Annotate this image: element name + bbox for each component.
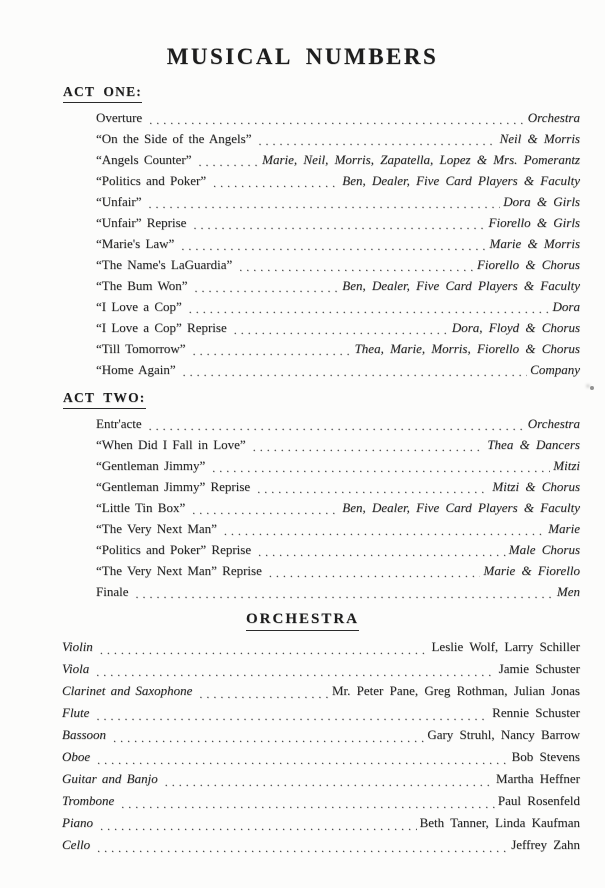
dot-leader	[257, 479, 489, 500]
song-row	[96, 215, 580, 236]
orchestra-heading: ORCHESTRA	[246, 611, 359, 631]
song-credit: Ben, Dealer, Five Card Players & Faculty	[342, 500, 580, 515]
player-names: Leslie Wolf, Larry Schiller	[431, 639, 580, 654]
act-two-heading: ACT TWO:	[63, 390, 146, 409]
song-row	[96, 500, 580, 521]
dot-leader	[234, 320, 449, 341]
song-credit: Marie, Neil, Morris, Zapatella, Lopez & Mrs. Pomerantz	[262, 152, 580, 167]
orchestra-row	[62, 815, 580, 837]
dot-leader	[181, 236, 486, 257]
song-row	[96, 479, 580, 500]
dot-leader	[121, 793, 495, 815]
act-one-heading: ACT ONE:	[63, 84, 142, 103]
song-row	[96, 299, 580, 320]
song-row	[96, 173, 580, 194]
song-credit: Dora & Girls	[503, 194, 580, 209]
dot-leader	[149, 416, 525, 437]
instrument-name: Clarinet and Saxophone	[62, 683, 193, 698]
song-title: “The Very Next Man”	[96, 521, 217, 536]
dot-leader	[195, 278, 340, 299]
song-row	[96, 362, 580, 383]
song-title: “When Did I Fall in Love”	[96, 437, 246, 452]
player-names: Gary Struhl, Nancy Barrow	[427, 727, 580, 742]
instrument-name: Viola	[62, 661, 90, 676]
song-title: Entr'acte	[96, 416, 142, 431]
song-credit: Thea & Dancers	[487, 437, 580, 452]
player-names: Jamie Schuster	[498, 661, 580, 676]
song-row	[96, 194, 580, 215]
song-row	[96, 542, 580, 563]
act-two-heading-row	[63, 389, 605, 409]
dot-leader	[253, 437, 485, 458]
song-title: Overture	[96, 110, 143, 125]
dot-leader	[100, 639, 429, 661]
song-credit: Neil & Morris	[499, 131, 580, 146]
song-title: “Home Again”	[96, 362, 176, 377]
act-two-section	[0, 389, 605, 605]
orchestra-row	[62, 727, 580, 749]
dot-leader	[100, 815, 417, 837]
instrument-name: Bassoon	[62, 727, 107, 742]
song-title: “Gentleman Jimmy” Reprise	[96, 479, 251, 494]
song-credit: Orchestra	[527, 110, 580, 125]
instrument-name: Piano	[62, 815, 94, 830]
player-names: Rennie Schuster	[492, 705, 580, 720]
song-title: “I Love a Cop”	[96, 299, 182, 314]
orchestra-row	[62, 793, 580, 815]
orchestra-row	[62, 749, 580, 771]
dot-leader	[97, 837, 508, 859]
song-row	[96, 416, 580, 437]
dot-leader	[113, 727, 424, 749]
dot-leader	[199, 683, 329, 705]
dot-leader	[239, 257, 474, 278]
orchestra-row	[62, 683, 580, 705]
page-title: MUSICAL NUMBERS	[166, 44, 439, 69]
dot-leader	[149, 110, 525, 131]
song-row	[96, 584, 580, 605]
player-names: Beth Tanner, Linda Kaufman	[419, 815, 580, 830]
song-row	[96, 110, 580, 131]
song-row	[96, 437, 580, 458]
dot-leader	[193, 215, 485, 236]
orchestra-row	[62, 705, 580, 727]
song-row	[96, 320, 580, 341]
orchestra-row	[62, 661, 580, 683]
dot-leader	[97, 749, 508, 771]
song-credit: Dora, Floyd & Chorus	[451, 320, 580, 335]
dot-leader	[258, 542, 506, 563]
song-credit: Fiorello & Chorus	[476, 257, 580, 272]
dot-leader	[96, 661, 495, 683]
song-title: “The Name's LaGuardia”	[96, 257, 233, 272]
song-title: “On the Side of the Angels”	[96, 131, 252, 146]
dot-leader	[259, 131, 497, 152]
song-credit: Men	[556, 584, 580, 599]
dot-leader	[148, 194, 500, 215]
dot-leader	[213, 173, 339, 194]
song-row	[96, 278, 580, 299]
dot-leader	[199, 152, 260, 173]
act-one-section	[0, 83, 605, 383]
player-names: Jeffrey Zahn	[511, 837, 580, 852]
song-title: “Unfair”	[96, 194, 142, 209]
song-row	[96, 341, 580, 362]
song-credit: Mitzi & Chorus	[492, 479, 580, 494]
act-one-song-list	[96, 110, 580, 383]
dot-leader	[189, 299, 550, 320]
orchestra-row	[62, 771, 580, 793]
orchestra-list	[62, 639, 580, 859]
dot-leader	[192, 500, 339, 521]
player-names: Paul Rosenfeld	[497, 793, 580, 808]
song-title: “The Bum Won”	[96, 278, 188, 293]
dot-leader	[96, 705, 489, 727]
player-names: Mr. Peter Pane, Greg Rothman, Julian Jonas	[332, 683, 580, 698]
dot-leader	[212, 458, 550, 479]
song-credit: Ben, Dealer, Five Card Players & Faculty	[342, 278, 580, 293]
song-credit: Thea, Marie, Morris, Fiorello & Chorus	[354, 341, 580, 356]
instrument-name: Flute	[62, 705, 90, 720]
instrument-name: Cello	[62, 837, 91, 852]
instrument-name: Oboe	[62, 749, 91, 764]
orchestra-heading-row	[0, 610, 605, 631]
song-title: “The Very Next Man” Reprise	[96, 563, 262, 578]
dot-leader	[224, 521, 545, 542]
song-title: “Marie's Law”	[96, 236, 175, 251]
song-title: “Politics and Poker” Reprise	[96, 542, 252, 557]
instrument-name: Violin	[62, 639, 93, 654]
song-row	[96, 236, 580, 257]
song-credit: Marie & Morris	[489, 236, 580, 251]
instrument-name: Trombone	[62, 793, 115, 808]
song-credit: Company	[530, 362, 580, 377]
song-credit: Ben, Dealer, Five Card Players & Faculty	[342, 173, 580, 188]
dot-leader	[193, 341, 352, 362]
song-title: “Gentleman Jimmy”	[96, 458, 206, 473]
song-title: “Little Tin Box”	[96, 500, 186, 515]
act-two-song-list	[96, 416, 580, 605]
song-title: “Politics and Poker”	[96, 173, 207, 188]
song-row	[96, 152, 580, 173]
song-row	[96, 521, 580, 542]
song-title: “I Love a Cop” Reprise	[96, 320, 227, 335]
orchestra-row	[62, 837, 580, 859]
song-credit: Orchestra	[527, 416, 580, 431]
song-row	[96, 257, 580, 278]
song-credit: Marie	[548, 521, 580, 536]
dot-leader	[136, 584, 554, 605]
song-credit: Male Chorus	[508, 542, 580, 557]
orchestra-row	[62, 639, 580, 661]
song-title: “Angels Counter”	[96, 152, 192, 167]
song-credit: Mitzi	[553, 458, 580, 473]
song-title: “Till Tomorrow”	[96, 341, 186, 356]
song-credit: Marie & Fiorello	[483, 563, 580, 578]
song-title: “Unfair” Reprise	[96, 215, 187, 230]
song-credit: Dora	[552, 299, 580, 314]
player-names: Martha Heffner	[496, 771, 580, 786]
song-row	[96, 131, 580, 152]
song-credit: Fiorello & Girls	[488, 215, 580, 230]
dot-leader	[165, 771, 493, 793]
dot-leader	[269, 563, 481, 584]
dot-leader	[183, 362, 528, 383]
song-title: Finale	[96, 584, 129, 599]
song-row	[96, 563, 580, 584]
instrument-name: Guitar and Banjo	[62, 771, 158, 786]
orchestra-section	[0, 610, 605, 859]
act-one-heading-row	[63, 83, 605, 103]
song-row	[96, 458, 580, 479]
player-names: Bob Stevens	[511, 749, 580, 764]
